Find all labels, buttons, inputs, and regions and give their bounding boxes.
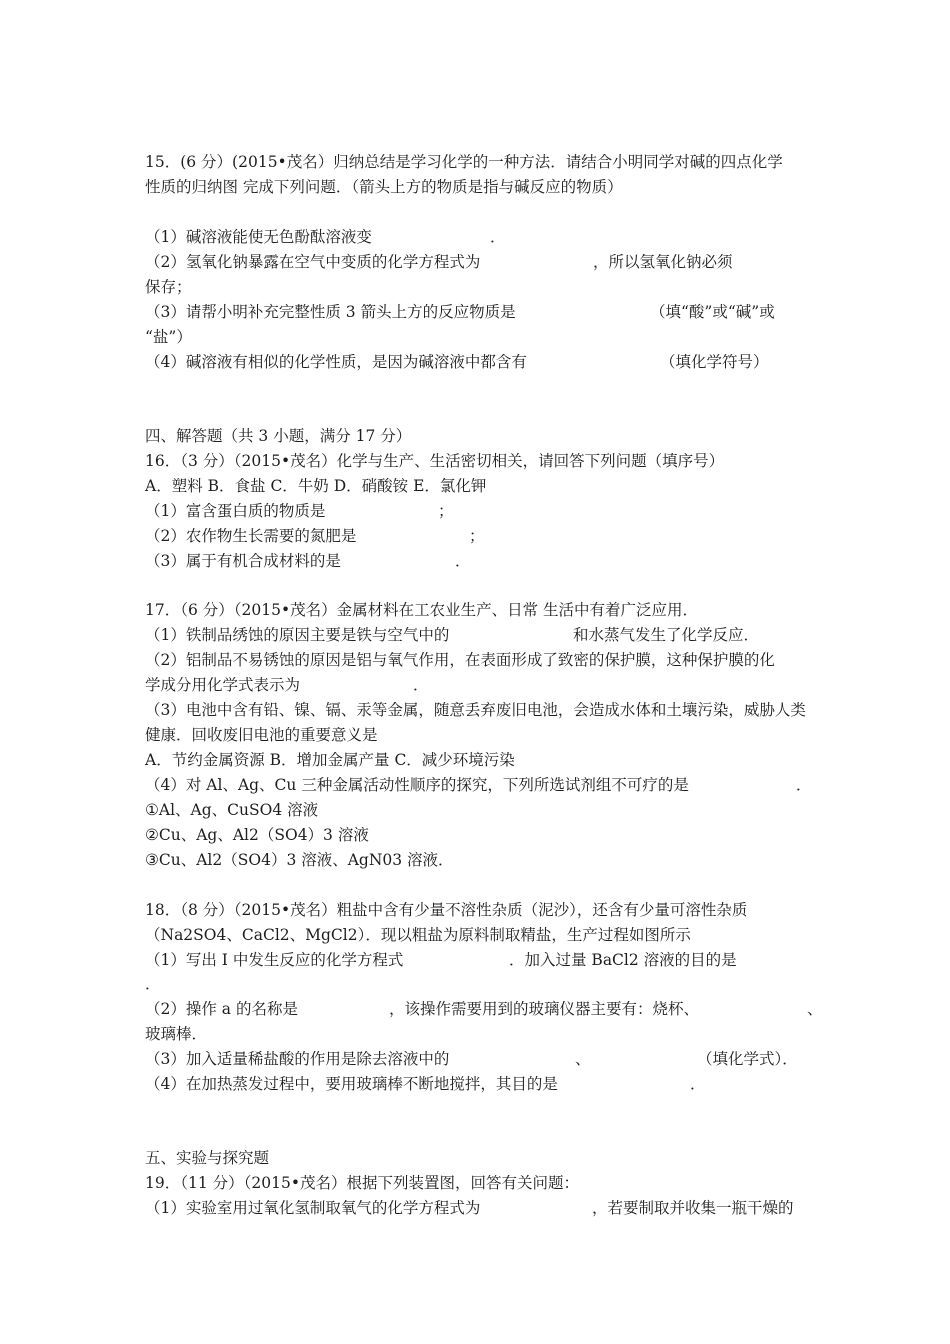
q15-part2-text: （2）氢氧化钠暴露在空气中变质的化学方程式为 bbox=[145, 253, 481, 271]
q16-part1-text: （1）富含蛋白质的物质是 bbox=[145, 502, 326, 520]
q17-part3-cont: 健康．回收废旧电池的重要意义是 bbox=[145, 726, 378, 744]
q18-part1-text: （1）写出 I 中发生反应的化学方程式 bbox=[145, 951, 404, 969]
q18-part4-end: ． bbox=[690, 1075, 706, 1093]
q17-part2: （2）铝制品不易锈蚀的原因是铝与氧气作用，在表面形成了致密的保护膜，这种保护膜的化 bbox=[145, 651, 775, 669]
q19-part1 bbox=[145, 1198, 794, 1218]
q16-part3-end: ． bbox=[455, 552, 471, 570]
q17-part2-end: ． bbox=[413, 676, 429, 694]
q18-part1-cont: ． bbox=[145, 975, 161, 993]
q17-part1-tail: 和水蒸气发生了化学反应． bbox=[573, 626, 760, 644]
q16-part3-text: （3）属于有机合成材料的是 bbox=[145, 552, 341, 570]
q17-stem: 17．（6 分）（2015•茂名）金属材料在工农业生产、日常 生活中有着广泛应用． bbox=[145, 601, 699, 619]
q15-part1 bbox=[145, 227, 506, 247]
q16-stem: 16．（3 分）（2015•茂名）化学与生产、生活密切相关，请回答下列问题（填序号） bbox=[145, 452, 725, 470]
q17-part3: （3）电池中含有铅、镍、镉、汞等金属，随意丢弃废旧电池，会造成水体和土壤污染，威胁人类 bbox=[145, 701, 806, 719]
q15-part1-text: （1）碱溶液能使无色酚酞溶液变 bbox=[145, 228, 372, 246]
q16-part3 bbox=[145, 551, 471, 571]
q18-stem-line2: （Na2SO4、CaCl2、MgCl2）．现以粗盐为原料制取精盐，生产过程如图所示 bbox=[145, 926, 691, 944]
q17-option2: ②Cu、Ag、Al2（SO4）3 溶液 bbox=[145, 826, 369, 844]
q15-part4-text: （4）碱溶液有相似的化学性质，是因为碱溶液中都含有 bbox=[145, 353, 527, 371]
q18-part3 bbox=[145, 1049, 798, 1069]
q18-part1 bbox=[145, 950, 737, 970]
q17-part4-end: ． bbox=[796, 776, 812, 794]
q15-part2-cont: 保存； bbox=[145, 278, 192, 296]
q15-part3-tail: （填“酸”或“碱”或 bbox=[650, 303, 775, 321]
q17-part2-cont-text: 学成分用化学式表示为 bbox=[145, 676, 301, 694]
section4-title: 四、解答题（共 3 小题，满分 17 分） bbox=[145, 427, 412, 445]
q18-part1-tail: ．加入过量 BaCl2 溶液的目的是 bbox=[509, 951, 737, 969]
q15-part3 bbox=[145, 302, 775, 322]
q15-part1-end: ． bbox=[490, 228, 506, 246]
q19-part1-tail: ，若要制取并收集一瓶干燥的 bbox=[592, 1199, 794, 1217]
q18-part2-mid: ，该操作需要用到的玻璃仪器主要有：烧杯、 bbox=[389, 1000, 700, 1018]
q19-stem: 19．（11 分）（2015•茂名）根据下列装置图，回答有关问题： bbox=[145, 1174, 579, 1192]
q16-part1 bbox=[145, 501, 454, 521]
q18-part3-text: （3）加入适量稀盐酸的作用是除去溶液中的 bbox=[145, 1050, 450, 1068]
q15-stem-line1: 15．(6 分）(2015•茂名）归纳总结是学习化学的一种方法．请结合小明同学对碱的四点化学 bbox=[145, 153, 783, 171]
section5-title: 五、实验与探究题 bbox=[145, 1149, 270, 1167]
q18-part2-cont: 玻璃棒． bbox=[145, 1025, 208, 1043]
q18-part4-text: （4）在加热蒸发过程中，要用玻璃棒不断地搅拌，其目的是 bbox=[145, 1075, 558, 1093]
q18-stem-line1: 18．（8 分）（2015•茂名）粗盐中含有少量不溶性杂质（泥沙），还含有少量可溶性杂质 bbox=[145, 901, 748, 919]
q18-part2-end: 、 bbox=[807, 1000, 823, 1018]
q15-stem-line2: 性质的归纳图 完成下列问题．（箭头上方的物质是指与碱反应的物质） bbox=[145, 178, 623, 196]
q15-part2-tail: ，所以氢氧化钠必须 bbox=[593, 253, 733, 271]
q17-part4-text: （4）对 Al、Ag、Cu 三种金属活动性顺序的探究，下列所选试剂组不可疗的是 bbox=[145, 776, 689, 794]
q17-option1: ①Al、Ag、CuSO4 溶液 bbox=[145, 801, 319, 819]
q17-part3-options: A．节约金属资源 B．增加金属产量 C．减少环境污染 bbox=[145, 751, 515, 769]
q15-part3-text: （3）请帮小明补充完整性质 3 箭头上方的反应物质是 bbox=[145, 303, 516, 321]
q16-part1-end: ； bbox=[438, 502, 454, 520]
q18-part3-tail: （填化学式）． bbox=[697, 1050, 798, 1068]
q15-part4-tail: （填化学符号） bbox=[660, 353, 769, 371]
q15-part3-cont: “盐”） bbox=[145, 328, 192, 346]
q17-part1-text: （1）铁制品绣蚀的原因主要是铁与空气中的 bbox=[145, 626, 450, 644]
q18-part2 bbox=[145, 999, 823, 1019]
q18-part3-mid: 、 bbox=[575, 1050, 591, 1068]
q18-part2-text: （2）操作 a 的名称是 bbox=[145, 1000, 298, 1018]
q15-part4 bbox=[145, 352, 769, 372]
q16-part2-text: （2）农作物生长需要的氮肥是 bbox=[145, 527, 357, 545]
q18-part4 bbox=[145, 1074, 706, 1094]
q17-part2-cont bbox=[145, 675, 429, 695]
q16-options: A．塑料 B．食盐 C．牛奶 D．硝酸铵 E．氯化钾 bbox=[145, 477, 487, 495]
q15-part2 bbox=[145, 252, 733, 272]
q16-part2 bbox=[145, 526, 485, 546]
q19-part1-text: （1）实验室用过氧化氢制取氧气的化学方程式为 bbox=[145, 1199, 481, 1217]
q17-part1 bbox=[145, 625, 760, 645]
q16-part2-end: ； bbox=[469, 527, 485, 545]
q17-option3: ③Cu、Al2（SO4）3 溶液、AgN03 溶液． bbox=[145, 851, 454, 869]
q17-part4 bbox=[145, 775, 812, 795]
